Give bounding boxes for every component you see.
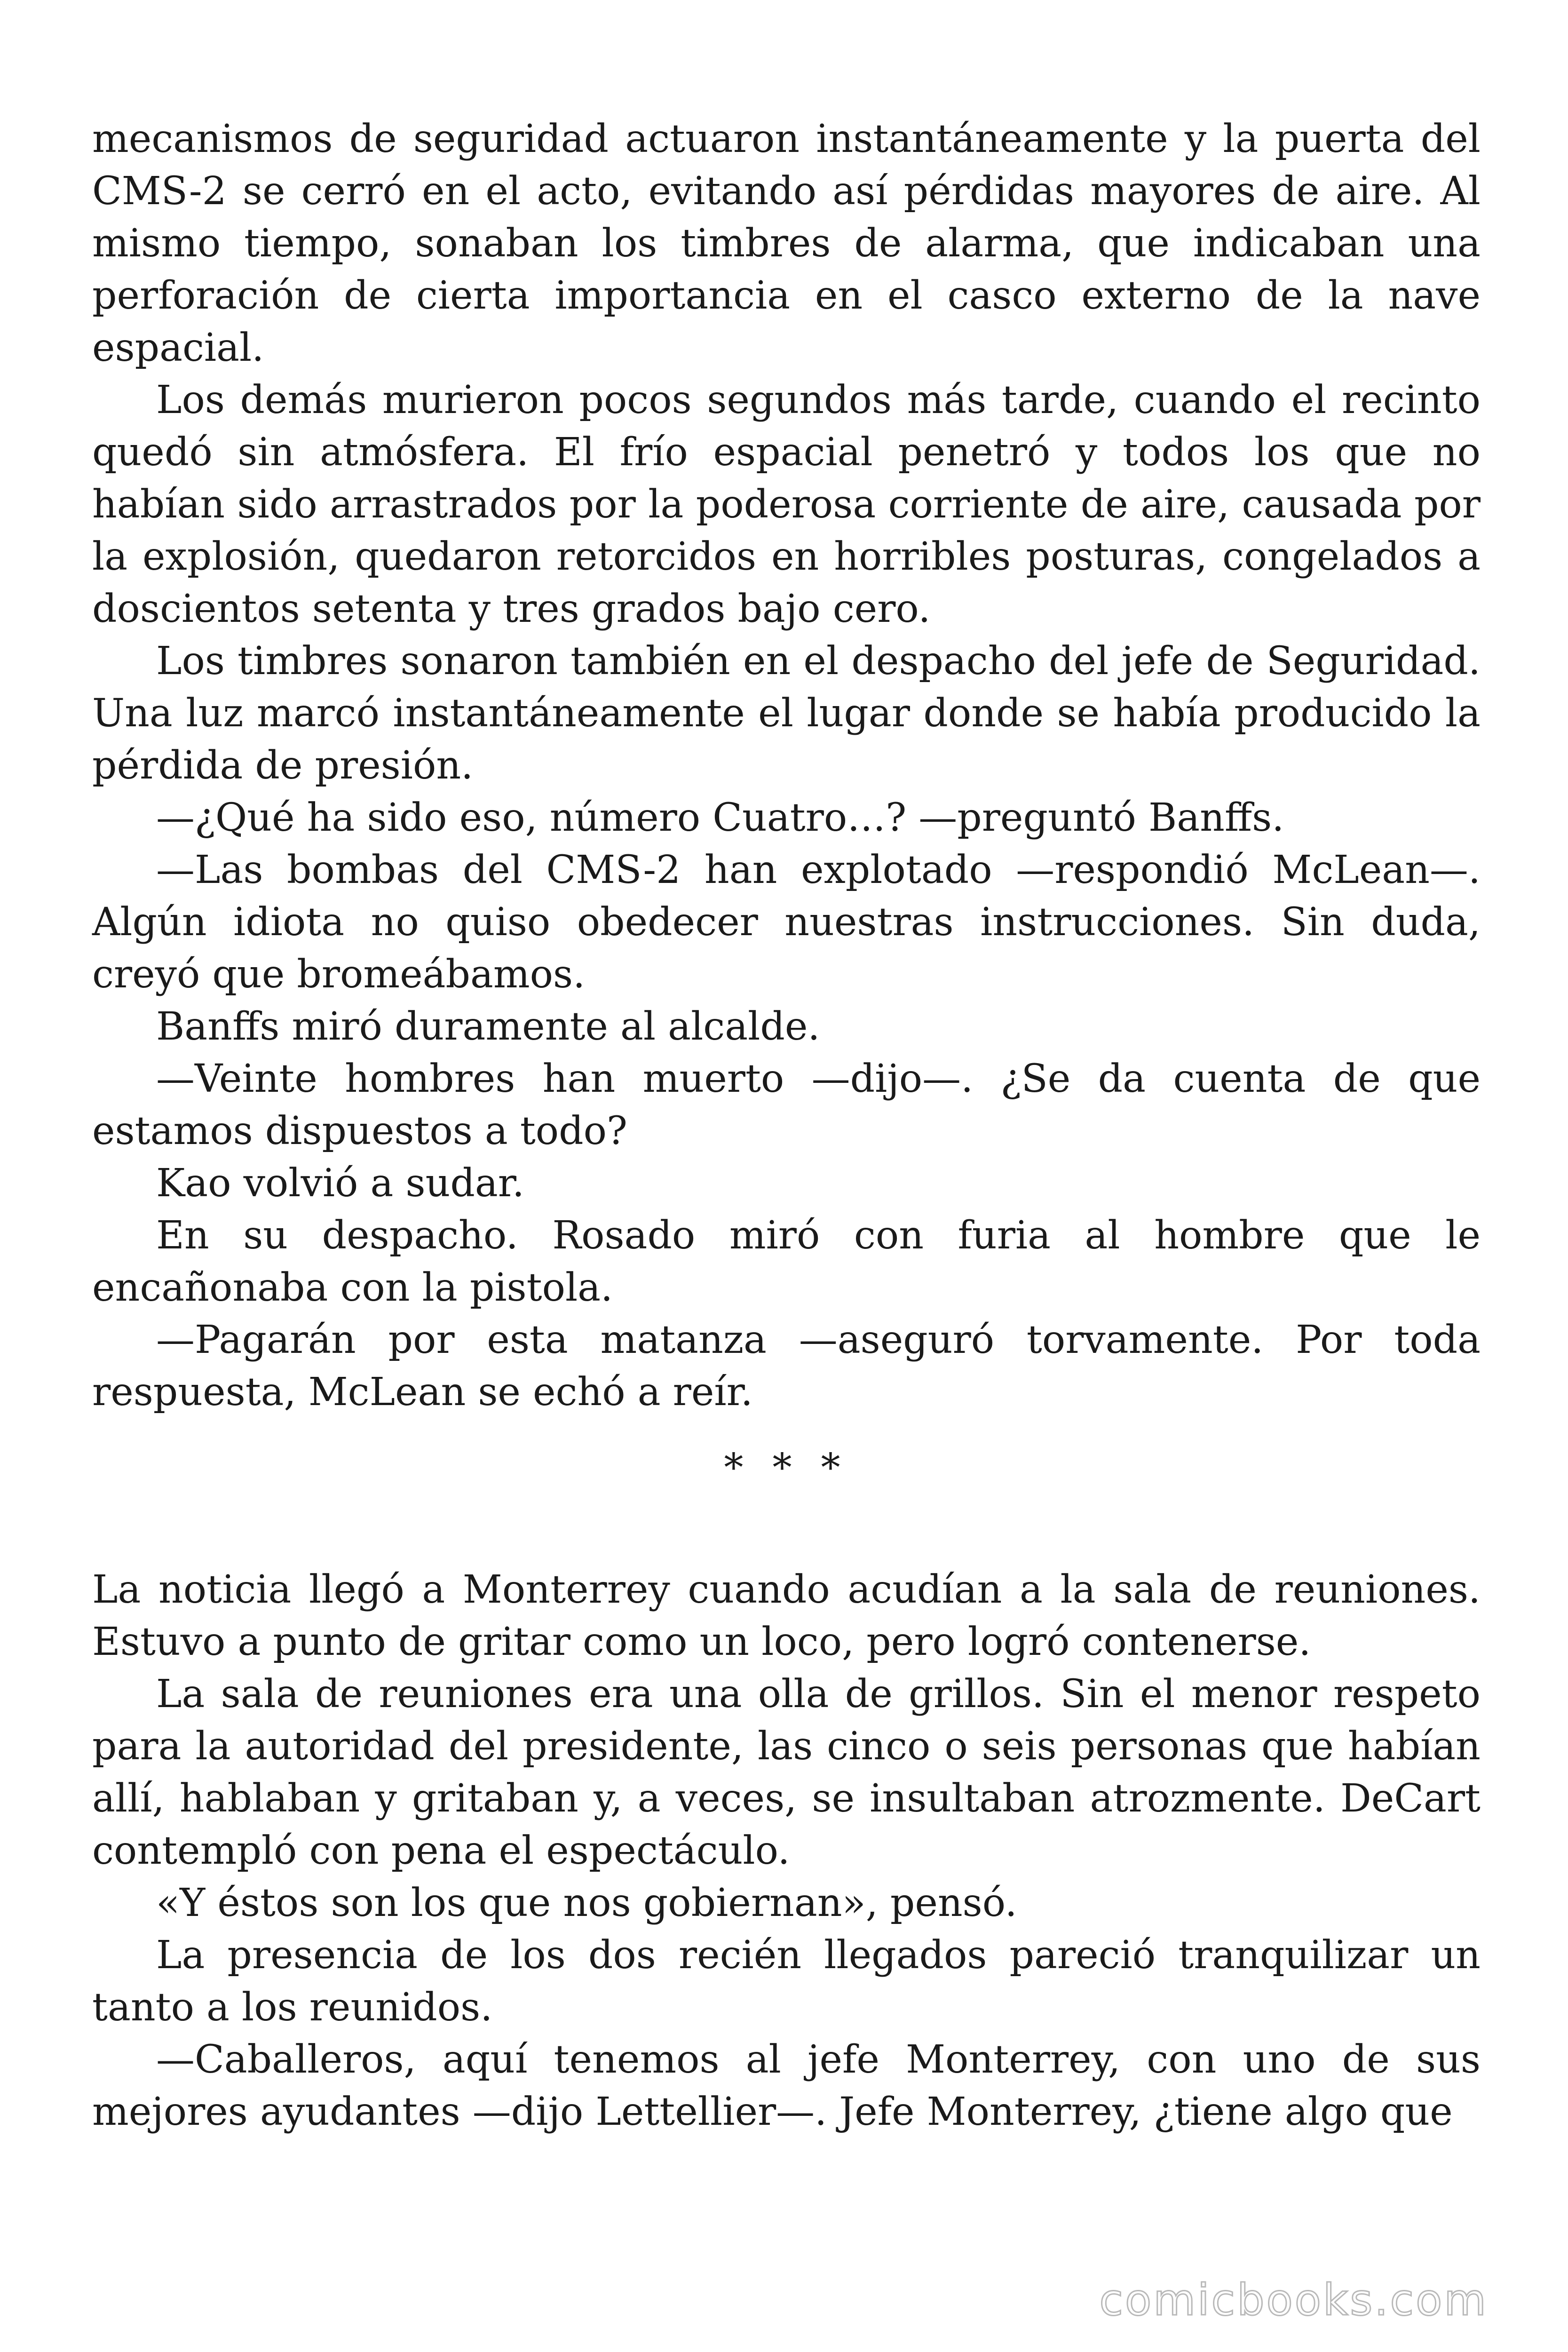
scene-separator: * * * <box>724 1446 849 1490</box>
paragraph: Los demás murieron pocos segundos más tarde, cuando el recinto quedó sin atmósfera. El frío espacial penetró y todos los que no habían sido arrastrados por la poderosa corriente de aire, causada por la explosión, quedaron retorcidos en horribles posturas, congelados a doscientos setenta y tres grados bajo cero. <box>92 378 1481 631</box>
paragraph: —Veinte hombres han muerto —dijo—. ¿Se da cuenta de que estamos dispuestos a todo? <box>92 1057 1481 1153</box>
paragraph: Banffs miró duramente al alcalde. <box>156 1004 820 1049</box>
paragraph: —Caballeros, aquí tenemos al jefe Monterrey, con uno de sus mejores ayudantes —dijo Lettellier—. Jefe Monterrey, ¿tiene algo que <box>92 2037 1481 2134</box>
paragraph: En su despacho. Rosado miró con furia al hombre que le encañonaba con la pistola. <box>92 1213 1481 1310</box>
paragraph: —Las bombas del CMS-2 han explotado —respondió McLean—. Algún idiota no quiso obedecer nuestras instrucciones. Sin duda, creyó que bromeábamos. <box>92 848 1481 997</box>
watermark-logo: comicbooks.com <box>1099 2275 1488 2325</box>
paragraph: —Pagarán por esta matanza —aseguró torvamente. Por toda respuesta, McLean se echó a reír. <box>92 1318 1481 1414</box>
paragraph: La noticia llegó a Monterrey cuando acudían a la sala de reuniones. Estuvo a punto de gritar como un loco, pero logró contenerse. <box>92 1567 1481 1664</box>
paragraph: mecanismos de seguridad actuaron instantáneamente y la puerta del CMS-2 se cerró en el acto, evitando así pérdidas mayores de aire. Al mismo tiempo, sonaban los timbres de alarma, que indicaban una perforación de cierta importancia en el casco externo de la nave espacial. <box>92 117 1481 370</box>
paragraph: Kao volvió a sudar. <box>156 1161 524 1206</box>
paragraph: «Y éstos son los que nos gobiernan», pensó. <box>156 1881 1017 1925</box>
paragraph: La presencia de los dos recién llegados pareció tranquilizar un tanto a los reunidos. <box>92 1933 1481 2030</box>
paragraph: La sala de reuniones era una olla de grillos. Sin el menor respeto para la autoridad del presidente, las cinco o seis personas que habían allí, hablaban y gritaban y, a veces, se insultaban atrozmente. DeCart contempló con pena el espectáculo. <box>92 1672 1481 1873</box>
page-body <box>92 113 1481 2138</box>
paragraph: —¿Qué ha sido eso, número Cuatro…? —preguntó Banffs. <box>156 795 1284 840</box>
paragraph: Los timbres sonaron también en el despacho del jefe de Seguridad. Una luz marcó instantáneamente el lugar donde se había producido la pérdida de presión. <box>92 639 1481 788</box>
